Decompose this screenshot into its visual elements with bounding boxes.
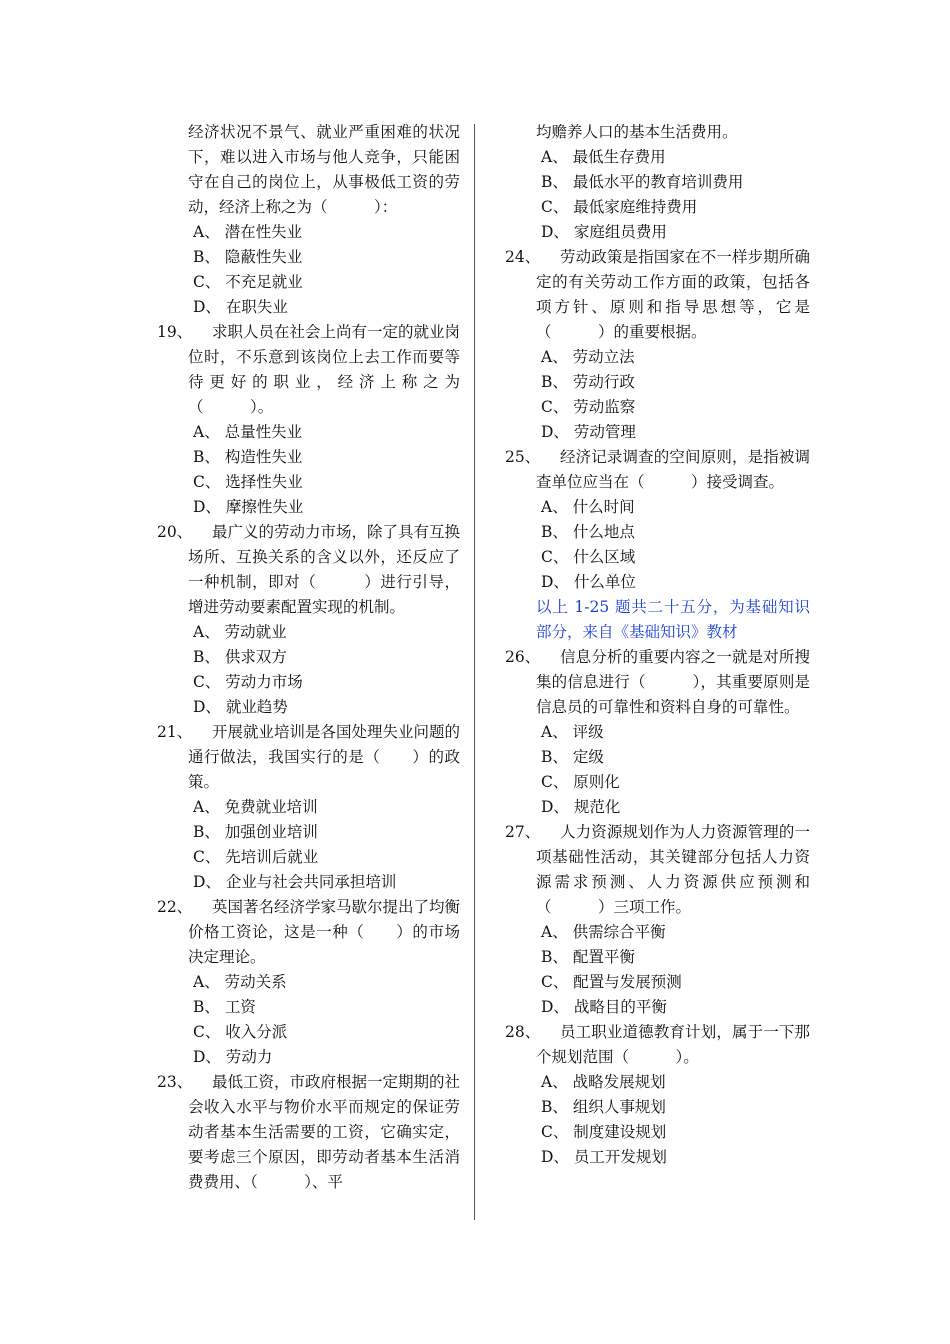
q28-option-a: A、 战略发展规划 (541, 1073, 666, 1091)
q24-option-d: D、 劳动管理 (541, 423, 636, 441)
right-column (505, 120, 810, 1170)
section-note: 以上 1-25 题共二十五分，为基础知识部分，来自《基础知识》教材 (536, 598, 810, 641)
q22-option-d: D、 劳动力 (193, 1048, 273, 1066)
question-number: 26、 (505, 648, 541, 666)
q18-option-d: D、 在职失业 (193, 298, 288, 316)
q28-option-d: D、 员工开发规划 (541, 1148, 667, 1166)
q21-option-b: B、 加强创业培训 (193, 823, 318, 841)
question-24 (505, 245, 810, 345)
q25-option-b: B、 什么地点 (541, 523, 635, 541)
question-number: 28、 (505, 1023, 541, 1041)
q21-option-a: A、 免费就业培训 (193, 798, 318, 816)
q26-option-d: D、 规范化 (541, 798, 621, 816)
q20-option-d: D、 就业趋势 (193, 698, 288, 716)
q19-option-c: C、 选择性失业 (193, 473, 303, 491)
question-20 (157, 520, 460, 620)
q26-option-a: A、 评级 (541, 723, 604, 741)
q19-option-a: A、 总量性失业 (193, 423, 303, 441)
question-21 (157, 720, 460, 795)
question-28 (505, 1020, 810, 1070)
q25-option-a: A、 什么时间 (541, 498, 635, 516)
question-text: 劳动政策是指国家在不一样步期所确定的有关劳动工作方面的政策，包括各项方针、原则和指导思想等，它是（ ）的重要根据。 (536, 248, 810, 341)
q18-option-a: A、 潜在性失业 (193, 223, 303, 241)
q20-option-b: B、 供求双方 (193, 648, 287, 666)
q25-option-c: C、 什么区域 (541, 548, 636, 566)
q20-option-c: C、 劳动力市场 (193, 673, 303, 691)
question-number: 22、 (157, 898, 193, 916)
column-divider (474, 124, 475, 1220)
q27-option-b: B、 配置平衡 (541, 948, 635, 966)
question-22 (157, 895, 460, 970)
question-text: 求职人员在社会上尚有一定的就业岗位时，不乐意到该岗位上去工作而要等待更好的职业，经济上称之为（ ）。 (188, 323, 461, 416)
question-number: 24、 (505, 248, 541, 266)
q24-option-c: C、 劳动监察 (541, 398, 636, 416)
q18-option-b: B、 隐蔽性失业 (193, 248, 303, 266)
question-19 (157, 320, 460, 420)
q28-option-c: C、 制度建设规划 (541, 1123, 667, 1141)
q24-option-a: A、 劳动立法 (541, 348, 635, 366)
question-27 (505, 820, 810, 920)
q18-option-c: C、 不充足就业 (193, 273, 303, 291)
question-text: 人力资源规划作为人力资源管理的一项基础性活动，其关键部分包括人力资源需求预测、人力资源供应预测和（ ）三项工作。 (536, 823, 810, 916)
question-number: 23、 (157, 1073, 193, 1091)
q23-option-a: A、 最低生存费用 (541, 148, 666, 166)
q27-option-c: C、 配置与发展预测 (541, 973, 682, 991)
question-text: 英国著名经济学家马歇尔提出了均衡价格工资论，这是一种（ ）的市场决定理论。 (188, 898, 461, 966)
q22-option-b: B、 工资 (193, 998, 256, 1016)
question-number: 27、 (505, 823, 541, 841)
q24-option-b: B、 劳动行政 (541, 373, 635, 391)
q27-option-a: A、 供需综合平衡 (541, 923, 666, 941)
left-column (157, 120, 460, 1195)
question-23-continued: 均赡养人口的基本生活费用。 (536, 123, 738, 141)
question-25 (505, 445, 810, 495)
question-23 (157, 1070, 460, 1195)
q20-option-a: A、 劳动就业 (193, 623, 287, 641)
q19-option-b: B、 构造性失业 (193, 448, 303, 466)
q21-option-c: C、 先培训后就业 (193, 848, 319, 866)
question-text: 员工职业道德教育计划，属于一下那个规划范围（ ）。 (536, 1023, 810, 1066)
q23-option-c: C、 最低家庭维持费用 (541, 198, 698, 216)
q22-option-c: C、 收入分派 (193, 1023, 288, 1041)
question-text: 最广义的劳动力市场，除了具有互换场所、互换关系的含义以外，还反应了一种机制，即对（ ）进行引导，增进劳动要素配置实现的机制。 (188, 523, 461, 616)
q22-option-a: A、 劳动关系 (193, 973, 287, 991)
question-text: 经济记录调查的空间原则，是指被调查单位应当在（ ）接受调查。 (536, 448, 810, 491)
q26-option-c: C、 原则化 (541, 773, 620, 791)
q21-option-d: D、 企业与社会共同承担培训 (193, 873, 397, 891)
question-text: 最低工资，市政府根据一定期期的社会收入水平与物价水平而规定的保证劳动者基本生活需要的工资，它确实定，要考虑三个原因，即劳动者基本生活消费费用、（ ）、平 (188, 1073, 461, 1191)
question-18-text: 经济状况不景气、就业严重困难的状况下，难以进入市场与他人竞争，只能困守在自己的岗位上，从事极低工资的劳动，经济上称之为（ ）： (188, 123, 460, 216)
q26-option-b: B、 定级 (541, 748, 604, 766)
question-text: 信息分析的重要内容之一就是对所搜集的信息进行（ ），其重要原则是信息员的可靠性和资料自身的可靠性。 (536, 648, 810, 716)
question-number: 19、 (157, 323, 193, 341)
question-number: 21、 (157, 723, 193, 741)
q23-option-b: B、 最低水平的教育培训费用 (541, 173, 744, 191)
q25-option-d: D、 什么单位 (541, 573, 636, 591)
question-number: 20、 (157, 523, 193, 541)
question-text: 开展就业培训是各国处理失业问题的通行做法，我国实行的是（ ）的政策。 (188, 723, 461, 791)
question-26 (505, 645, 810, 720)
q28-option-b: B、 组织人事规划 (541, 1098, 666, 1116)
q27-option-d: D、 战略目的平衡 (541, 998, 667, 1016)
q19-option-d: D、 摩擦性失业 (193, 498, 304, 516)
q23-option-d: D、 家庭组员费用 (541, 223, 667, 241)
question-number: 25、 (505, 448, 541, 466)
